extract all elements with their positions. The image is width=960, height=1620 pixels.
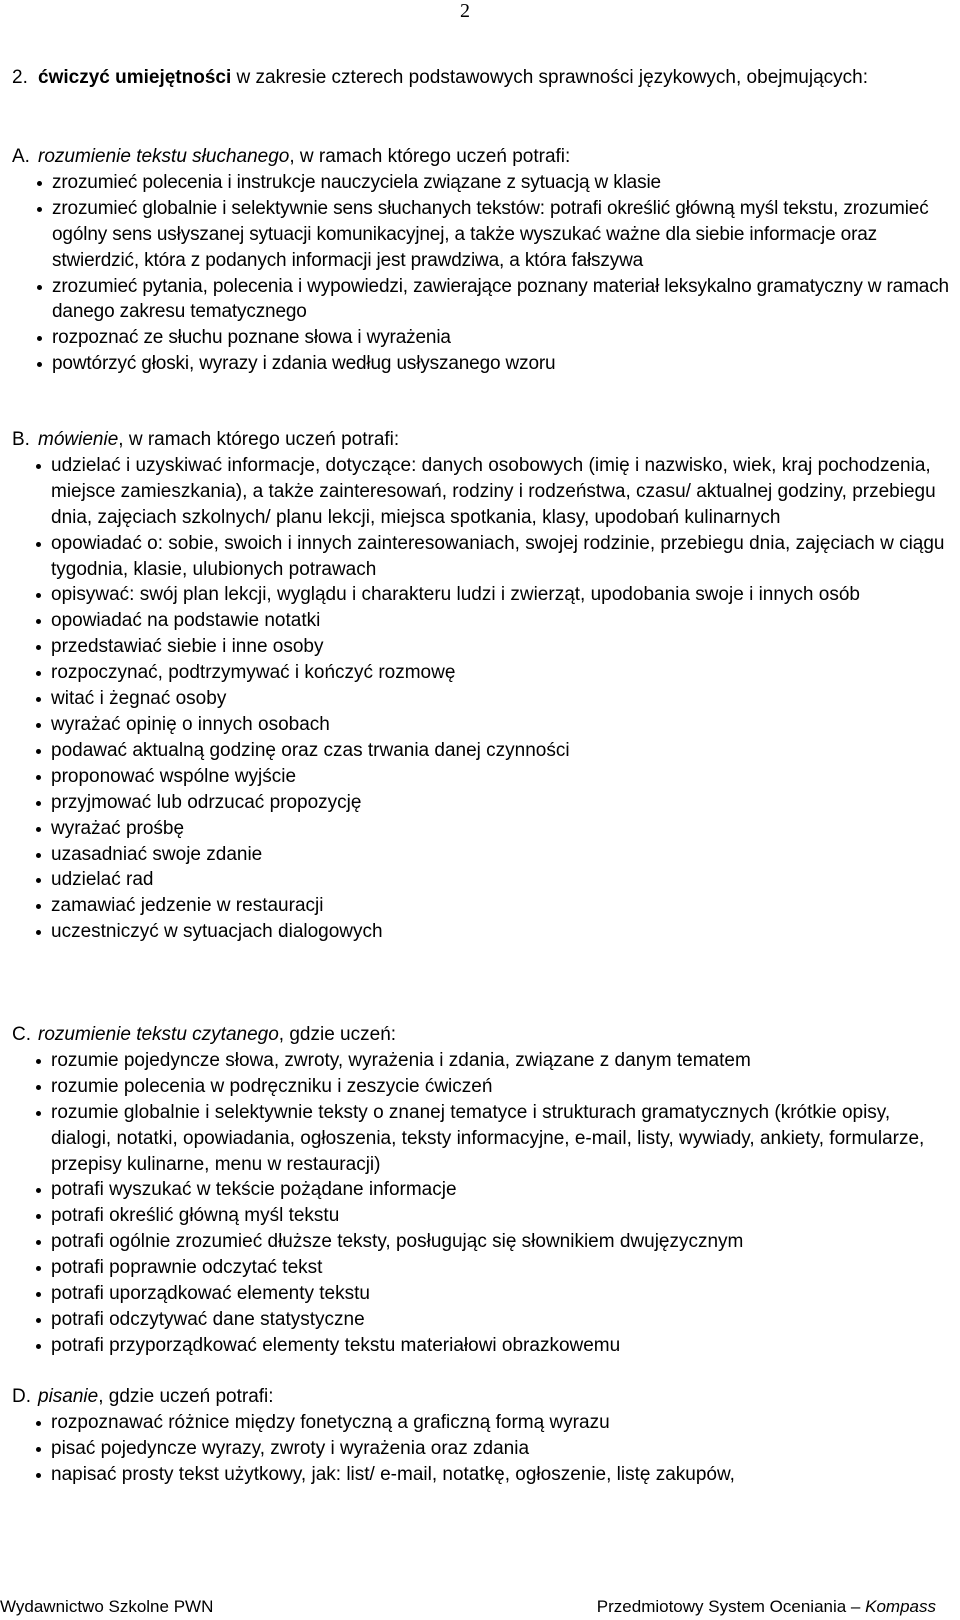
section-letter: B. — [12, 429, 30, 450]
section-letter: D. — [12, 1386, 31, 1407]
section-c — [0, 1022, 950, 1359]
list-item: potrafi odczytywać dane statystyczne — [0, 1307, 950, 1333]
page-number: 2 — [460, 0, 470, 22]
section-list — [0, 170, 950, 377]
section-list — [0, 1410, 950, 1488]
list-item: zrozumieć pytania, polecenia i wypowiedzi, zawierające poznany materiał leksykalno gramatyczny w ramach danego zakresu tematycznego — [0, 274, 950, 326]
section-list — [0, 1048, 950, 1359]
section-heading — [38, 427, 950, 453]
list-item: rozumie polecenia w podręczniku i zeszycie ćwiczeń — [0, 1074, 950, 1100]
list-item: potrafi wyszukać w tekście pożądane informacje — [0, 1177, 950, 1203]
section-letter: C. — [12, 1024, 31, 1045]
section-heading-rest: , w ramach którego uczeń potrafi: — [118, 429, 400, 450]
section-heading-italic: rozumienie tekstu czytanego — [38, 1024, 279, 1045]
list-item: potrafi ogólnie zrozumieć dłuższe teksty, posługując się słownikiem dwujęzycznym — [0, 1229, 950, 1255]
list-item: potrafi przyporządkować elementy tekstu materiałowi obrazkowemu — [0, 1333, 950, 1359]
list-item: wyrażać opinię o innych osobach — [0, 712, 950, 738]
list-item: opowiadać o: sobie, swoich i innych zainteresowaniach, swojej rodzinie, przebiegu dnia, zajęciach w ciągu tygodnia, klasie, ulubionych potrawach — [0, 531, 950, 583]
intro-paragraph — [0, 65, 940, 90]
section-heading — [38, 1384, 950, 1410]
list-item: podawać aktualną godzinę oraz czas trwania danej czynności — [0, 738, 950, 764]
footer-title-italic: Kompass — [865, 1597, 936, 1616]
list-item: witać i żegnać osoby — [0, 686, 950, 712]
intro-bold: ćwiczyć umiejętności — [38, 67, 232, 88]
list-item: rozumie pojedyncze słowa, zwroty, wyrażenia i zdania, związane z danym tematem — [0, 1048, 950, 1074]
list-item: zrozumieć polecenia i instrukcje nauczyciela związane z sytuacją w klasie — [0, 170, 950, 196]
list-item: zrozumieć globalnie i selektywnie sens słuchanych tekstów: potrafi określić główną myśl tekstu, zrozumieć ogólny sens usłyszanej sytuacji komunikacyjnej, a także wyszukać ważne dla siebie informacje oraz stwierdzić, która z podanych informacji jest prawdziwa, a która fałszywa — [0, 196, 950, 274]
list-item: rozumie globalnie i selektywnie teksty o znanej tematyce i strukturach gramatycznych (krótkie opisy, dialogi, notatki, opowiadania, ogłoszenia, teksty informacyjne, e-mail, listy, wywiady, ankiety, formularze, przepisy kulinarne, menu w restauracji) — [0, 1100, 950, 1178]
section-heading-italic: mówienie — [38, 429, 119, 450]
list-item: rozpoznawać różnice między fonetyczną a graficzną formą wyrazu — [0, 1410, 950, 1436]
footer-publisher: Wydawnictwo Szkolne PWN — [0, 1597, 214, 1616]
section-d — [0, 1384, 950, 1488]
list-item: rozpoczynać, podtrzymywać i kończyć rozmowę — [0, 660, 950, 686]
intro-number: 2. — [12, 67, 28, 88]
list-item: udzielać rad — [0, 867, 950, 893]
list-item: udzielać i uzyskiwać informacje, dotyczące: danych osobowych (imię i nazwisko, wiek, kraj pochodzenia, miejsce zamieszkania), a także zainteresowań, rodziny i rodzeństwa, czasu/ aktualnej godziny, przebiegu dnia, zajęciach szkolnych/ planu lekcji, miejsca spotkania, klasy, upodobań kulinarnych — [0, 453, 950, 531]
list-item: proponować wspólne wyjście — [0, 764, 950, 790]
list-item: napisać prosty tekst użytkowy, jak: list/ e-mail, notatkę, ogłoszenie, listę zakupów, — [0, 1462, 950, 1488]
list-item: powtórzyć głoski, wyrazy i zdania według usłyszanego wzoru — [0, 351, 950, 377]
list-item: potrafi poprawnie odczytać tekst — [0, 1255, 950, 1281]
list-item: uczestniczyć w sytuacjach dialogowych — [0, 919, 950, 945]
list-item: rozpoznać ze słuchu poznane słowa i wyrażenia — [0, 325, 950, 351]
intro-rest: w zakresie czterech podstawowych sprawności językowych, obejmujących: — [231, 67, 869, 88]
list-item: przedstawiać siebie i inne osoby — [0, 634, 950, 660]
section-letter: A. — [12, 146, 30, 167]
section-heading-rest: , w ramach którego uczeń potrafi: — [289, 146, 571, 167]
section-b — [0, 427, 950, 945]
list-item: pisać pojedyncze wyrazy, zwroty i wyrażenia oraz zdania — [0, 1436, 950, 1462]
list-item: uzasadniać swoje zdanie — [0, 842, 950, 868]
list-item: potrafi określić główną myśl tekstu — [0, 1203, 950, 1229]
footer-document-title — [597, 1597, 936, 1617]
section-heading — [38, 1022, 950, 1048]
section-heading-italic: rozumienie tekstu słuchanego — [38, 146, 290, 167]
section-heading — [38, 144, 950, 170]
section-heading-rest: , gdzie uczeń potrafi: — [98, 1386, 274, 1407]
list-item: opisywać: swój plan lekcji, wyglądu i charakteru ludzi i zwierząt, upodobania swoje i innych osób — [0, 582, 950, 608]
section-a — [0, 144, 950, 377]
footer-title-plain: Przedmiotowy System Oceniania – — [596, 1597, 866, 1616]
section-list — [0, 453, 950, 945]
list-item: przyjmować lub odrzucać propozycję — [0, 790, 950, 816]
section-heading-rest: , gdzie uczeń: — [278, 1024, 397, 1045]
list-item: potrafi uporządkować elementy tekstu — [0, 1281, 950, 1307]
list-item: zamawiać jedzenie w restauracji — [0, 893, 950, 919]
list-item: wyrażać prośbę — [0, 816, 950, 842]
intro-text — [38, 65, 940, 90]
list-item: opowiadać na podstawie notatki — [0, 608, 950, 634]
section-heading-italic: pisanie — [38, 1386, 99, 1407]
